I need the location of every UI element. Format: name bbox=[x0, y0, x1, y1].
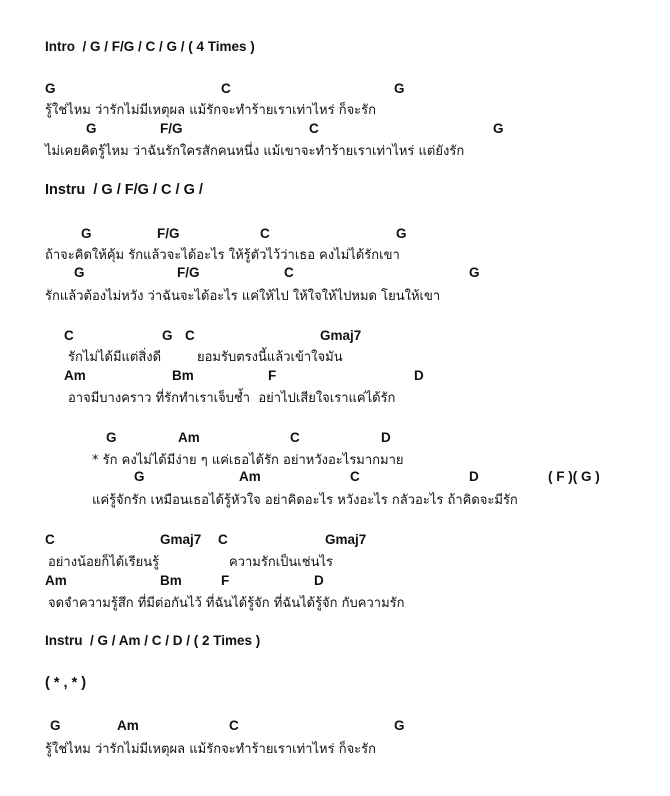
chord: F/G bbox=[160, 121, 183, 136]
chord: D bbox=[314, 573, 324, 588]
chord: G bbox=[45, 81, 56, 96]
chord: Am bbox=[239, 469, 261, 484]
chord: G bbox=[396, 226, 407, 241]
instru-line: Instru / G / Am / C / D / ( 2 Times ) bbox=[45, 633, 261, 648]
lyric-line: รักไม่ได้มีแต่สิ่งดี bbox=[68, 350, 162, 365]
chord: C bbox=[260, 226, 270, 241]
chord: C bbox=[290, 430, 300, 445]
chord: C bbox=[218, 532, 228, 547]
chord: Am bbox=[178, 430, 200, 445]
chord: G bbox=[394, 81, 405, 96]
chord: Am bbox=[64, 368, 86, 383]
lyric-line: แค่รู้จักรัก เหมือนเธอได้รู้หัวใจ อย่าคิดอะไร หวังอะไร กลัวอะไร ถ้าคิดจะมีรัก bbox=[92, 493, 518, 508]
chord: C bbox=[221, 81, 231, 96]
chord: C bbox=[185, 328, 195, 343]
chord: G bbox=[134, 469, 145, 484]
chord: Bm bbox=[172, 368, 194, 383]
chord: ( F )( G ) bbox=[548, 469, 600, 484]
chord: F bbox=[221, 573, 230, 588]
lyric-line: รักแล้วต้องไม่หวัง ว่าฉันจะได้อะไร แค่ให้ไป ให้ใจให้ไปหมด โยนให้เขา bbox=[45, 289, 441, 304]
lyric-line: อาจมีบางคราว ที่รักทำเราเจ็บช้ำ อย่าไปเสียใจเราแค่ได้รัก bbox=[68, 391, 396, 406]
lyric-line: จดจำความรู้สึก ที่มีต่อกันไว้ ที่ฉันได้รู้จัก ที่ฉันได้รู้จัก กับความรัก bbox=[48, 596, 405, 611]
chord: C bbox=[309, 121, 319, 136]
chord: F bbox=[268, 368, 277, 383]
chord: C bbox=[45, 532, 55, 547]
lyric-line: ไม่เคยคิดรู้ไหม ว่าฉันรักใครสักคนหนึ่ง แม้เขาจะทำร้ายเราเท่าไหร่ แต่ยังรัก bbox=[45, 144, 465, 159]
lyric-line: อย่างน้อยก็ได้เรียนรู้ bbox=[48, 555, 160, 570]
chord: D bbox=[381, 430, 391, 445]
lyric-line: ถ้าจะคิดให้คุ้ม รักแล้วจะได้อะไร ให้รู้ตัวไว้ว่าเธอ คงไม่ได้รักเขา bbox=[45, 248, 400, 263]
chord: F/G bbox=[157, 226, 180, 241]
chord: Bm bbox=[160, 573, 182, 588]
chord: F/G bbox=[177, 265, 200, 280]
chord: G bbox=[162, 328, 173, 343]
lyric-line: ความรักเป็นเช่นไร bbox=[229, 555, 333, 570]
lyric-line: * รัก คงไม่ได้มีง่าย ๆ แค่เธอได้รัก อย่าหวังอะไรมากมาย bbox=[92, 453, 404, 468]
lyric-line: รู้ใช่ไหม ว่ารักไม่มีเหตุผล แม้รักจะทำร้ายเราเท่าไหร่ ก็จะรัก bbox=[45, 742, 377, 757]
chord: D bbox=[469, 469, 479, 484]
chord: G bbox=[74, 265, 85, 280]
chord: Gmaj7 bbox=[160, 532, 202, 547]
intro-line: Intro / G / F/G / C / G / ( 4 Times ) bbox=[45, 39, 255, 54]
chord: C bbox=[229, 718, 239, 733]
chord: Am bbox=[117, 718, 139, 733]
chord: Am bbox=[45, 573, 67, 588]
chord: G bbox=[50, 718, 61, 733]
chord: G bbox=[106, 430, 117, 445]
chord: Gmaj7 bbox=[320, 328, 362, 343]
chord: G bbox=[469, 265, 480, 280]
chord: C bbox=[64, 328, 74, 343]
chord: Gmaj7 bbox=[325, 532, 367, 547]
instru-line: Instru / G / F/G / C / G / bbox=[45, 182, 203, 198]
chord: G bbox=[394, 718, 405, 733]
chord: G bbox=[81, 226, 92, 241]
chord: D bbox=[414, 368, 424, 383]
lyric-line: ยอมรับตรงนี้แล้วเข้าใจมัน bbox=[197, 350, 343, 365]
lyric-line: รู้ใช่ไหม ว่ารักไม่มีเหตุผล แม้รักจะทำร้ายเราเท่าไหร่ ก็จะรัก bbox=[45, 103, 377, 118]
repeat-marker: ( * , * ) bbox=[45, 675, 87, 691]
chord: C bbox=[284, 265, 294, 280]
chord: G bbox=[86, 121, 97, 136]
chord: C bbox=[350, 469, 360, 484]
chord: G bbox=[493, 121, 504, 136]
